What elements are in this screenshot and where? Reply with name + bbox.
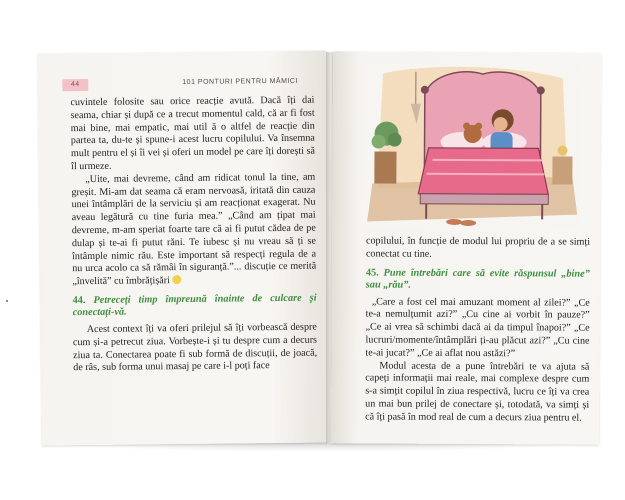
paragraph: Modul acesta de a pune întrebări te va ajuta să capeți informații mai reale, mai complexe despre cum s-a simțit copilul în ziua respectivă, lucru ce îți va crea un mai bun prilej de conectare și, totodată, va simți și că îți pasă în mod real de cum a decurs ziua pentru el. bbox=[365, 360, 590, 424]
section-heading-45 bbox=[366, 267, 590, 293]
right-page bbox=[331, 51, 601, 444]
left-page-text bbox=[70, 95, 317, 376]
paragraph-text: „Uite, mai devreme, când am ridicat tonul la tine, am greșit. Mi-am dat seama că eram nervoasă, iritată din cauza unei întâmplări de la serviciu și am reacționat exagerat. Nu aveau legătură cu tine furia mea.” „Când am țipat mai devreme, m-am speriat foarte tare că ai fi putut cădea de pe dulap și te-ai fi putut răni. Te iubesc și nu vreau să ți se întâmple nimic rău. Este important să respecți regula de a nu urca acolo ca să rămâi în siguranță.”... discuție ce merită „învelită” cu îmbrățișări bbox=[71, 171, 317, 288]
paragraph: cuvintele folosite sau orice reacție avută. Dacă îți dai seama, chiar și după ce a trecut momentul cald, că ar fi fost mai bine, mai empatic, mai util ă o altfel de reacție din partea ta, du-te și spune-i acest lucru copilului. Va însemna mult pentru el și îi vei și oferi un model pe care îți dorești să îl urmeze. bbox=[70, 94, 316, 173]
paragraph: Acest context îți va oferi prilejul să îți vorbească despre cum și-a petrecut ziua. Vorbește-i și tu despre cum a decurs ziua ta. Conectarea poate fi sub formă de discuții, de joacă, de râs, sub forma unui masaj pe care i-l poți face bbox=[72, 321, 318, 374]
mother-and-child-in-bed-illustration bbox=[362, 63, 583, 230]
page-number-tab: 44 bbox=[62, 79, 88, 91]
running-head: 101 PONTURI PENTRU MĂMICI bbox=[182, 77, 298, 87]
left-page bbox=[38, 51, 330, 446]
paragraph: copilului, în funcție de modul lui propriu de a se simți conectat cu tine. bbox=[365, 235, 591, 260]
heading-text: Petreceți timp împreună înainte de culcare și conectați-vă. bbox=[72, 292, 317, 319]
open-book bbox=[22, 52, 604, 448]
heading-number: 44. bbox=[72, 294, 86, 307]
heading-number: 45. bbox=[365, 267, 379, 279]
smiley-icon bbox=[172, 275, 181, 284]
paragraph bbox=[71, 171, 316, 289]
heading-text: Pune întrebări care să evite răspunsul „bine” sau „rău”. bbox=[365, 267, 590, 291]
page-header bbox=[62, 77, 302, 94]
margin-dot bbox=[6, 300, 8, 302]
question-list: „Care a fost cel mai amuzant moment al zilei?” „Ce te-a nemulțumit azi?” „Cu cine ai vorbit în pauze?” „Ce ai vrea să schimbi dacă ai da timpul înapoi?” „Ce lucruri/momente/întâmplări ți-au plăcut azi?” „Cu cine te-ai jucat?” „Ce ai aflat nou astăzi?” bbox=[365, 296, 590, 360]
right-page-text bbox=[365, 235, 590, 425]
section-heading-44 bbox=[72, 293, 316, 321]
